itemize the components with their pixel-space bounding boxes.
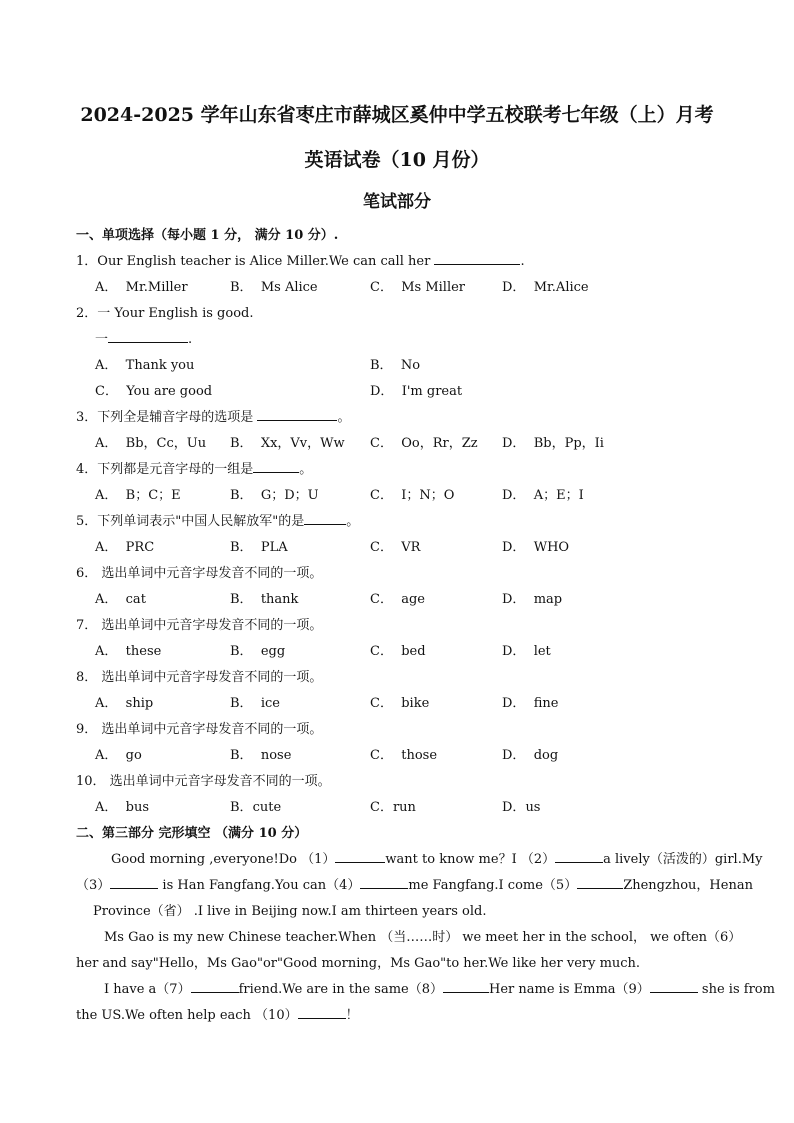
blank-3[interactable] [110, 876, 158, 889]
option-c[interactable]: C． VR [370, 540, 421, 555]
option-d[interactable]: D． map [502, 592, 563, 607]
option-b[interactable]: B． ice [230, 696, 280, 711]
option-c[interactable]: C． age [370, 592, 425, 607]
option-a[interactable]: A． go [95, 748, 142, 763]
answer-blank[interactable] [108, 330, 188, 343]
question-9: 9． 选出单词中元音字母发音不同的一项。 [76, 722, 323, 737]
question-6: 6． 选出单词中元音字母发音不同的一项。 [76, 566, 323, 581]
option-a[interactable]: A． PRC [95, 540, 155, 555]
option-a[interactable]: A． these [95, 644, 162, 659]
blank-9[interactable] [650, 980, 698, 993]
option-d[interactable]: D． A；E；I [502, 488, 584, 503]
exam-subtitle: 笔试部分 [363, 192, 431, 212]
option-a[interactable]: A． Thank you [95, 358, 195, 373]
section2-heading: 二、第三部分 完形填空 （满分 10 分） [76, 826, 308, 841]
cloze-p2-line2: her and say"Hello，Ms Gao"or"Good morning，Ms Gao"to her.We like her very much. [76, 956, 641, 971]
option-b[interactable]: B． egg [230, 644, 286, 659]
blank-2[interactable] [555, 850, 603, 863]
option-c[interactable]: C． bike [370, 696, 430, 711]
option-d[interactable]: D． Mr.Alice [502, 280, 589, 295]
option-b[interactable]: B． nose [230, 748, 292, 763]
exam-title-line1: 2024-2025 学年山东省枣庄市薛城区奚仲中学五校联考七年级（上）月考 [80, 104, 714, 126]
question-8: 8． 选出单词中元音字母发音不同的一项。 [76, 670, 323, 685]
section1-heading: 一、单项选择（每小题 1 分， 满分 10 分）. [76, 228, 339, 243]
option-c[interactable]: C． You are good [95, 384, 213, 399]
option-b[interactable]: B． G；D；U [230, 488, 319, 503]
option-d[interactable]: D． fine [502, 696, 559, 711]
question-1: 1．Our English teacher is Alice Miller.We can call her . [76, 254, 525, 269]
blank-10[interactable] [298, 1006, 346, 1019]
question-7: 7． 选出单词中元音字母发音不同的一项。 [76, 618, 323, 633]
answer-blank[interactable] [253, 460, 299, 473]
option-a[interactable]: A． bus [95, 800, 150, 815]
cloze-p3-line2: the US.We often help each （10） ！ [76, 1008, 359, 1023]
option-a[interactable]: A． Mr.Miller [95, 280, 188, 295]
question-4: 4．下列都是元音字母的一组是 。 [76, 462, 313, 477]
blank-7[interactable] [191, 980, 239, 993]
option-b[interactable]: B．cute [230, 800, 282, 815]
option-d[interactable]: D． Bb，Pp，Ii [502, 436, 604, 451]
option-d[interactable]: D． let [502, 644, 551, 659]
option-c[interactable]: C． bed [370, 644, 426, 659]
blank-5[interactable] [577, 876, 623, 889]
question-2-reply: 一 . [95, 332, 193, 347]
option-d[interactable]: D． WHO [502, 540, 570, 555]
option-c[interactable]: C． I；N；O [370, 488, 455, 503]
question-3: 3．下列全是辅音字母的选项是 。 [76, 410, 351, 425]
question-10: 10． 选出单词中元音字母发音不同的一项。 [76, 774, 331, 789]
question-2: 2．一 Your English is good. [76, 306, 254, 321]
option-d[interactable]: D．us [502, 800, 541, 815]
option-b[interactable]: B． Ms Alice [230, 280, 318, 295]
cloze-p1-line2: （3） is Han Fangfang.You can（4） me Fangfang.I come（5） Zhengzhou，Henan [76, 878, 753, 893]
option-a[interactable]: A． B；C；E [95, 488, 181, 503]
option-c[interactable]: C． Ms Miller [370, 280, 466, 295]
question-5: 5．下列单词表示"中国人民解放军"的是 。 [76, 514, 360, 529]
option-a[interactable]: A． cat [95, 592, 146, 607]
blank-4[interactable] [360, 876, 408, 889]
option-b[interactable]: B． No [370, 358, 421, 373]
option-a[interactable]: A． Bb，Cc，Uu [95, 436, 207, 451]
option-c[interactable]: C．run [370, 800, 416, 815]
answer-blank[interactable] [304, 512, 346, 525]
answer-blank[interactable] [257, 408, 337, 421]
option-d[interactable]: D． dog [502, 748, 559, 763]
option-a[interactable]: A． ship [95, 696, 154, 711]
exam-title-line2: 英语试卷（10 月份） [304, 149, 490, 171]
cloze-p3-line1: I have a（7） friend.We are in the same（8） Her name is Emma（9） she is from [104, 982, 775, 997]
blank-8[interactable] [443, 980, 489, 993]
option-b[interactable]: B． PLA [230, 540, 288, 555]
cloze-p1-line1: Good morning ,everyone!Do （1） want to know me？I （2） a lively（活泼的）girl.My [111, 852, 763, 867]
option-d[interactable]: D． I'm great [370, 384, 463, 399]
cloze-p1-line3: Province（省） .I live in Beijing now.I am thirteen years old. [93, 904, 487, 919]
option-c[interactable]: C． those [370, 748, 438, 763]
option-b[interactable]: B． thank [230, 592, 299, 607]
answer-blank[interactable] [434, 252, 520, 265]
blank-1[interactable] [335, 850, 385, 863]
cloze-p2-line1: Ms Gao is my new Chinese teacher.When （当……时） we meet her in the school， we often（6） [104, 930, 742, 945]
option-c[interactable]: C． Oo，Rr，Zz [370, 436, 478, 451]
option-b[interactable]: B． Xx，Vv，Ww [230, 436, 345, 451]
